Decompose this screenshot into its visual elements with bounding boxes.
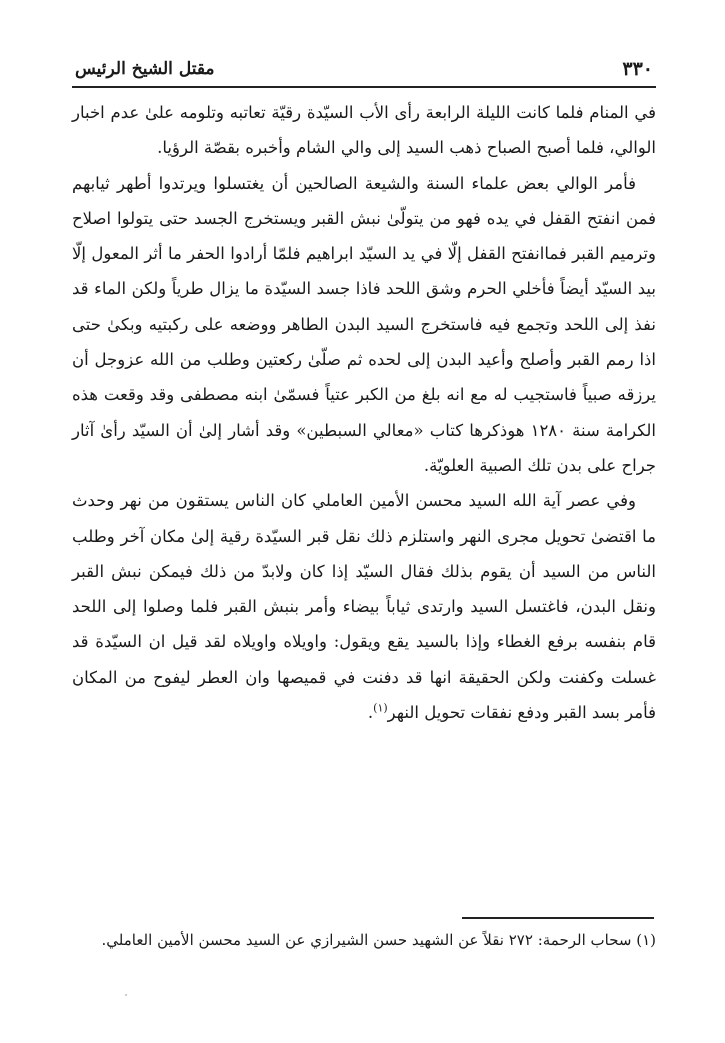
paragraph-3 <box>72 483 656 730</box>
footnote-reference: (١) <box>373 701 388 715</box>
page-number: ٣٣٠ <box>622 58 653 80</box>
body-text <box>72 95 656 730</box>
header-divider <box>72 86 656 88</box>
paragraph-1: في المنام فلما كانت الليلة الرابعة رأى الأب السيّدة رقيّة تعاتبه وتلومه علىٰ عدم اخبار الوالي، فلما أصبح الصباح ذهب السيد إلى والي الشام وأخبره بقصّة الرؤيا. <box>72 103 656 158</box>
paragraph-2: فأمر الوالي بعض علماء السنة والشيعة الصالحين أن يغتسلوا ويرتدوا أطهر ثيابهم فمن انفتح القفل في يده فهو من يتولّىٰ نبش القبر ويستخرج الجسد حتى يتولوا اصلاح وترميم القبر فماانفتح القفل إلّا في يد السيّد ابراهيم فلمّا أرادوا الحفر ما أثر المعول إلّا بيد السيّد أيضاً فأخلي الحرم وشق اللحد فاذا جسد السيّدة ما يزال طرياً ولكن الماء قد نفذ إلى اللحد وتجمع فيه فاستخرج السيد البدن الطاهر ووضعه على ركبتيه وبكىٰ حتى اذا رمم القبر وأصلح وأعيد البدن إلى لحده ثم صلّىٰ ركعتين وطلب من الله عزوجل أن يرزقه صبياً فاستجيب له مع انه بلغ من الكبر عتياً فسمّىٰ ابنه مصطفى وقد وقعت هذه الكرامة سنة ١٢٨٠ هوذكرها كتاب «معالي السبطين» وقد أشار إلىٰ أن السيّد رأىٰ آثار جراح على بدن تلك الصبية العلويّة. <box>72 173 656 475</box>
scan-speck <box>125 994 127 996</box>
paragraph-3-end: . <box>367 703 374 723</box>
footnote: (١) سحاب الرحمة: ٢٧٢ نقلاً عن الشهيد حسن الشيرازي عن السيد محسن الأمين العاملي. <box>101 931 656 949</box>
running-title: مقتل الشيخ الرئيس <box>75 59 215 79</box>
paragraph-3-text: وفي عصر آية الله السيد محسن الأمين العاملي كان الناس يستقون من نهر وحدث ما اقتضىٰ تحويل مجرى النهر واستلزم ذلك نقل قبر السيّدة رقية إلىٰ مكان آخر وطلب الناس من السيد أن يقوم بذلك فقال السيّد إذا كان ولابدّ من ذلك فيمكن نبش القبر ونقل البدن، فاغتسل السيد وارتدى ثياباً بيضاء وأمر بنبش القبر فلما وصلوا إلى اللحد قام بنفسه برفع الغطاء وإذا بالسيد يقع ويقول: واويلاه واويلاه لقد قيل ان السيّدة قد غسلت وكفنت ولكن الحقيقة انها قد دفنت في قميصها وان العطر ليفوح من المكان فأمر بسد القبر ودفع نفقات تحويل النهر <box>72 491 656 723</box>
page-header <box>75 56 653 84</box>
footnote-divider <box>462 917 654 919</box>
